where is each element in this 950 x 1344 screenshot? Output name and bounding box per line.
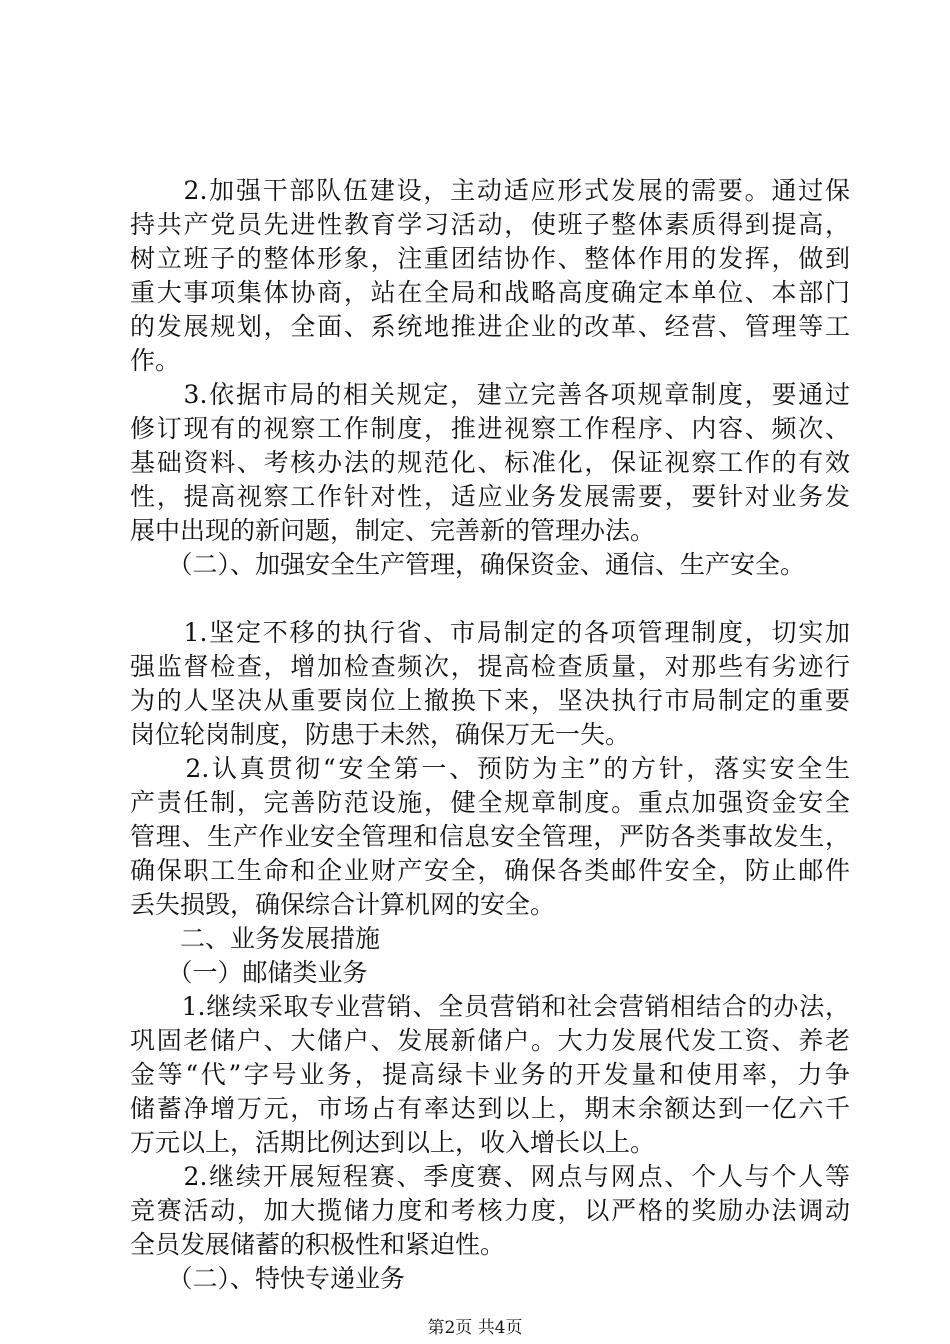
text-line: 岗位轮岗制度，防患于未然，确保万无一失。 [130, 720, 631, 749]
text-line: 的发展规划，全面、系统地推进企业的改革、经营、管理等工 [130, 312, 850, 341]
text-line: 金等“代”字号业务，提高绿卡业务的开发量和使用率，力争 [130, 1060, 850, 1089]
text-line: 万元以上，活期比例达到以上，收入增长以上。 [130, 1128, 656, 1157]
text-line: 重大事项集体协商，站在全局和战略高度确定本单位、本部门 [130, 278, 850, 307]
text-line: 确保职工生命和企业财产安全，确保各类邮件安全，防止邮件 [130, 856, 850, 885]
text-line: 管理、生产作业安全管理和信息安全管理，严防各类事故发生， [130, 822, 850, 851]
text-line: 展中出现的新问题，制定、完善新的管理办法。 [130, 516, 656, 545]
text-line: 全员发展储蓄的积极性和紧迫性。 [130, 1230, 506, 1259]
text-line: 2.加强干部队伍建设，主动适应形式发展的需要。通过保 [130, 176, 850, 205]
section-heading: 二、业务发展措施 [130, 924, 381, 953]
text-line: 树立班子的整体形象，注重团结协作、整体作用的发挥，做到 [130, 244, 850, 273]
page-number-footer: 第2页 共4页 [427, 1318, 523, 1338]
text-line: 竞赛活动，加大揽储力度和考核力度，以严格的奖励办法调动 [130, 1196, 850, 1225]
text-line: 3.依据市局的相关规定，建立完善各项规章制度，要通过 [130, 380, 850, 409]
text-line: 基础资料、考核办法的规范化、标准化，保证视察工作的有效 [130, 448, 850, 477]
text-line: 储蓄净增万元，市场占有率达到以上，期末余额达到一亿六千 [130, 1094, 850, 1123]
text-line: 为的人坚决从重要岗位上撤换下来，坚决执行市局制定的重要 [130, 686, 850, 715]
text-line: 作。 [130, 346, 181, 375]
text-line: 2.认真贯彻“安全第一、预防为主”的方针，落实安全生 [130, 754, 850, 783]
text-line: 巩固老储户、大储户、发展新储户。大力发展代发工资、养老 [130, 1026, 850, 1055]
text-line: 产责任制，完善防范设施，健全规章制度。重点加强资金安全 [130, 788, 850, 817]
subsection-heading: （一）邮储类业务 [130, 958, 368, 987]
section-heading: （二）、加强安全生产管理，确保资金、通信、生产安全。 [130, 550, 806, 579]
text-line: 修订现有的视察工作制度，推进视察工作程序、内容、频次、 [130, 414, 850, 443]
text-line: 丢失损毁，确保综合计算机网的安全。 [130, 890, 556, 919]
text-line: 1.坚定不移的执行省、市局制定的各项管理制度，切实加 [130, 618, 850, 647]
text-line: 2.继续开展短程赛、季度赛、网点与网点、个人与个人等 [130, 1162, 850, 1191]
text-line: 性，提高视察工作针对性，适应业务发展需要，要针对业务发 [130, 482, 850, 511]
text-line: 持共产党员先进性教育学习活动，使班子整体素质得到提高， [130, 210, 850, 239]
subsection-heading: （二）、特快专递业务 [130, 1264, 406, 1293]
text-line: 1.继续采取专业营销、全员营销和社会营销相结合的办法， [130, 992, 850, 1021]
text-line: 强监督检查，增加检查频次，提高检查质量，对那些有劣迹行 [130, 652, 850, 681]
